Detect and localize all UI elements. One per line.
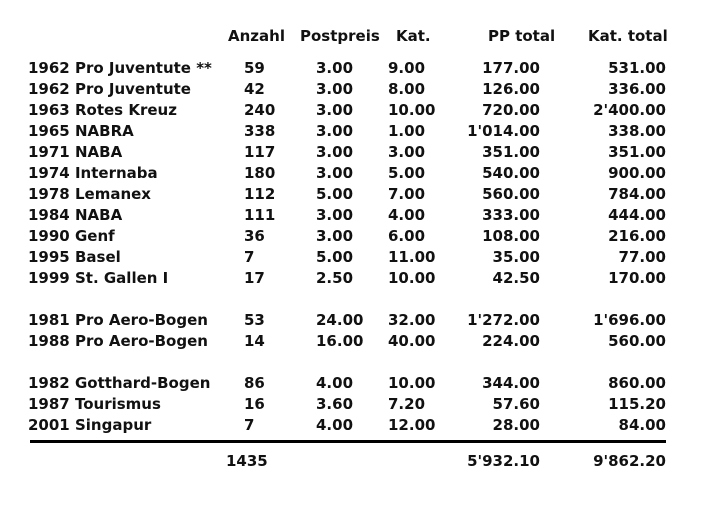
row-anzahl: 36 xyxy=(244,227,265,245)
table-row xyxy=(0,373,711,393)
table-row xyxy=(0,268,711,288)
row-postpreis: 3.60 xyxy=(316,395,354,413)
row-anzahl: 180 xyxy=(244,164,276,182)
row-anzahl: 338 xyxy=(244,122,276,140)
row-kat: 7.00 xyxy=(388,185,426,203)
row-kat-total: 2'400.00 xyxy=(593,101,666,119)
row-pp-total: 333.00 xyxy=(482,206,540,224)
row-name: 1995 Basel xyxy=(28,248,121,266)
row-pp-total: 560.00 xyxy=(482,185,540,203)
row-postpreis: 16.00 xyxy=(316,332,364,350)
row-name: 1999 St. Gallen I xyxy=(28,269,169,287)
row-kat: 40.00 xyxy=(388,332,436,350)
table-row xyxy=(0,226,711,246)
row-name: 1981 Pro Aero-Bogen xyxy=(28,311,208,329)
totals-row xyxy=(0,451,711,471)
row-kat-total: 115.20 xyxy=(608,395,666,413)
row-kat: 11.00 xyxy=(388,248,436,266)
row-anzahl: 42 xyxy=(244,80,265,98)
row-kat: 6.00 xyxy=(388,227,426,245)
row-kat: 8.00 xyxy=(388,80,426,98)
row-pp-total: 224.00 xyxy=(482,332,540,350)
row-anzahl: 112 xyxy=(244,185,276,203)
row-pp-total: 42.50 xyxy=(492,269,540,287)
row-kat: 3.00 xyxy=(388,143,426,161)
row-pp-total: 57.60 xyxy=(492,395,540,413)
row-anzahl: 14 xyxy=(244,332,265,350)
row-name: 1974 Internaba xyxy=(28,164,158,182)
row-name: 1971 NABA xyxy=(28,143,123,161)
table-row xyxy=(0,247,711,267)
table-row xyxy=(0,100,711,120)
row-pp-total: 28.00 xyxy=(492,416,540,434)
table-row xyxy=(0,79,711,99)
table-row xyxy=(0,58,711,78)
row-pp-total: 1'272.00 xyxy=(467,311,540,329)
header-anzahl: Anzahl xyxy=(228,27,285,45)
row-kat-total: 1'696.00 xyxy=(593,311,666,329)
row-kat: 32.00 xyxy=(388,311,436,329)
row-postpreis: 5.00 xyxy=(316,248,354,266)
row-kat-total: 444.00 xyxy=(608,206,666,224)
row-anzahl: 16 xyxy=(244,395,265,413)
row-postpreis: 3.00 xyxy=(316,122,354,140)
row-postpreis: 4.00 xyxy=(316,416,354,434)
row-kat-total: 216.00 xyxy=(608,227,666,245)
table-row xyxy=(0,205,711,225)
row-name: 1988 Pro Aero-Bogen xyxy=(28,332,208,350)
row-name: 1990 Genf xyxy=(28,227,115,245)
row-anzahl: 117 xyxy=(244,143,276,161)
row-pp-total: 720.00 xyxy=(482,101,540,119)
row-kat: 4.00 xyxy=(388,206,426,224)
row-postpreis: 3.00 xyxy=(316,227,354,245)
row-postpreis: 3.00 xyxy=(316,143,354,161)
table-row xyxy=(0,331,711,351)
row-postpreis: 3.00 xyxy=(316,206,354,224)
table-row xyxy=(0,142,711,162)
row-postpreis: 4.00 xyxy=(316,374,354,392)
row-anzahl: 240 xyxy=(244,101,276,119)
row-kat: 7.20 xyxy=(388,395,426,413)
row-name: 1965 NABRA xyxy=(28,122,134,140)
table-row xyxy=(0,121,711,141)
row-postpreis: 2.50 xyxy=(316,269,354,287)
row-kat-total: 338.00 xyxy=(608,122,666,140)
table-row xyxy=(0,184,711,204)
row-anzahl: 111 xyxy=(244,206,276,224)
row-kat: 9.00 xyxy=(388,59,426,77)
row-anzahl: 59 xyxy=(244,59,265,77)
row-anzahl: 7 xyxy=(244,416,255,434)
row-kat-total: 784.00 xyxy=(608,185,666,203)
row-anzahl: 86 xyxy=(244,374,265,392)
row-pp-total: 344.00 xyxy=(482,374,540,392)
row-postpreis: 5.00 xyxy=(316,185,354,203)
header-postpreis: Postpreis xyxy=(300,27,380,45)
total-kat-total: 9'862.20 xyxy=(593,452,666,470)
row-name: 1984 NABA xyxy=(28,206,123,224)
row-kat-total: 351.00 xyxy=(608,143,666,161)
row-pp-total: 351.00 xyxy=(482,143,540,161)
row-kat-total: 77.00 xyxy=(618,248,666,266)
row-name: 1987 Tourismus xyxy=(28,395,161,413)
row-name: 1962 Pro Juventute xyxy=(28,80,191,98)
row-pp-total: 35.00 xyxy=(492,248,540,266)
table-row xyxy=(0,394,711,414)
row-name: 1962 Pro Juventute ** xyxy=(28,59,212,77)
row-name: 1963 Rotes Kreuz xyxy=(28,101,177,119)
row-pp-total: 1'014.00 xyxy=(467,122,540,140)
row-kat: 10.00 xyxy=(388,269,436,287)
row-kat: 10.00 xyxy=(388,374,436,392)
row-anzahl: 17 xyxy=(244,269,265,287)
row-kat-total: 531.00 xyxy=(608,59,666,77)
row-kat-total: 84.00 xyxy=(618,416,666,434)
row-pp-total: 177.00 xyxy=(482,59,540,77)
row-pp-total: 126.00 xyxy=(482,80,540,98)
row-name: 1982 Gotthard-Bogen xyxy=(28,374,211,392)
row-pp-total: 540.00 xyxy=(482,164,540,182)
totals-divider xyxy=(30,440,666,443)
table-header xyxy=(0,26,711,46)
row-kat-total: 336.00 xyxy=(608,80,666,98)
row-anzahl: 7 xyxy=(244,248,255,266)
row-postpreis: 24.00 xyxy=(316,311,364,329)
row-postpreis: 3.00 xyxy=(316,80,354,98)
row-kat: 10.00 xyxy=(388,101,436,119)
row-kat-total: 860.00 xyxy=(608,374,666,392)
total-anzahl: 1435 xyxy=(226,452,268,470)
row-name: 2001 Singapur xyxy=(28,416,152,434)
total-pp-total: 5'932.10 xyxy=(467,452,540,470)
row-kat-total: 170.00 xyxy=(608,269,666,287)
row-anzahl: 53 xyxy=(244,311,265,329)
table-row xyxy=(0,163,711,183)
row-postpreis: 3.00 xyxy=(316,164,354,182)
row-kat: 1.00 xyxy=(388,122,426,140)
header-kat: Kat. xyxy=(396,27,431,45)
row-kat: 12.00 xyxy=(388,416,436,434)
row-kat: 5.00 xyxy=(388,164,426,182)
table-row xyxy=(0,415,711,435)
header-pp-total: PP total xyxy=(488,27,556,45)
row-postpreis: 3.00 xyxy=(316,59,354,77)
row-kat-total: 560.00 xyxy=(608,332,666,350)
header-kat-total: Kat. total xyxy=(588,27,668,45)
table-row xyxy=(0,310,711,330)
row-pp-total: 108.00 xyxy=(482,227,540,245)
row-kat-total: 900.00 xyxy=(608,164,666,182)
row-postpreis: 3.00 xyxy=(316,101,354,119)
row-name: 1978 Lemanex xyxy=(28,185,151,203)
